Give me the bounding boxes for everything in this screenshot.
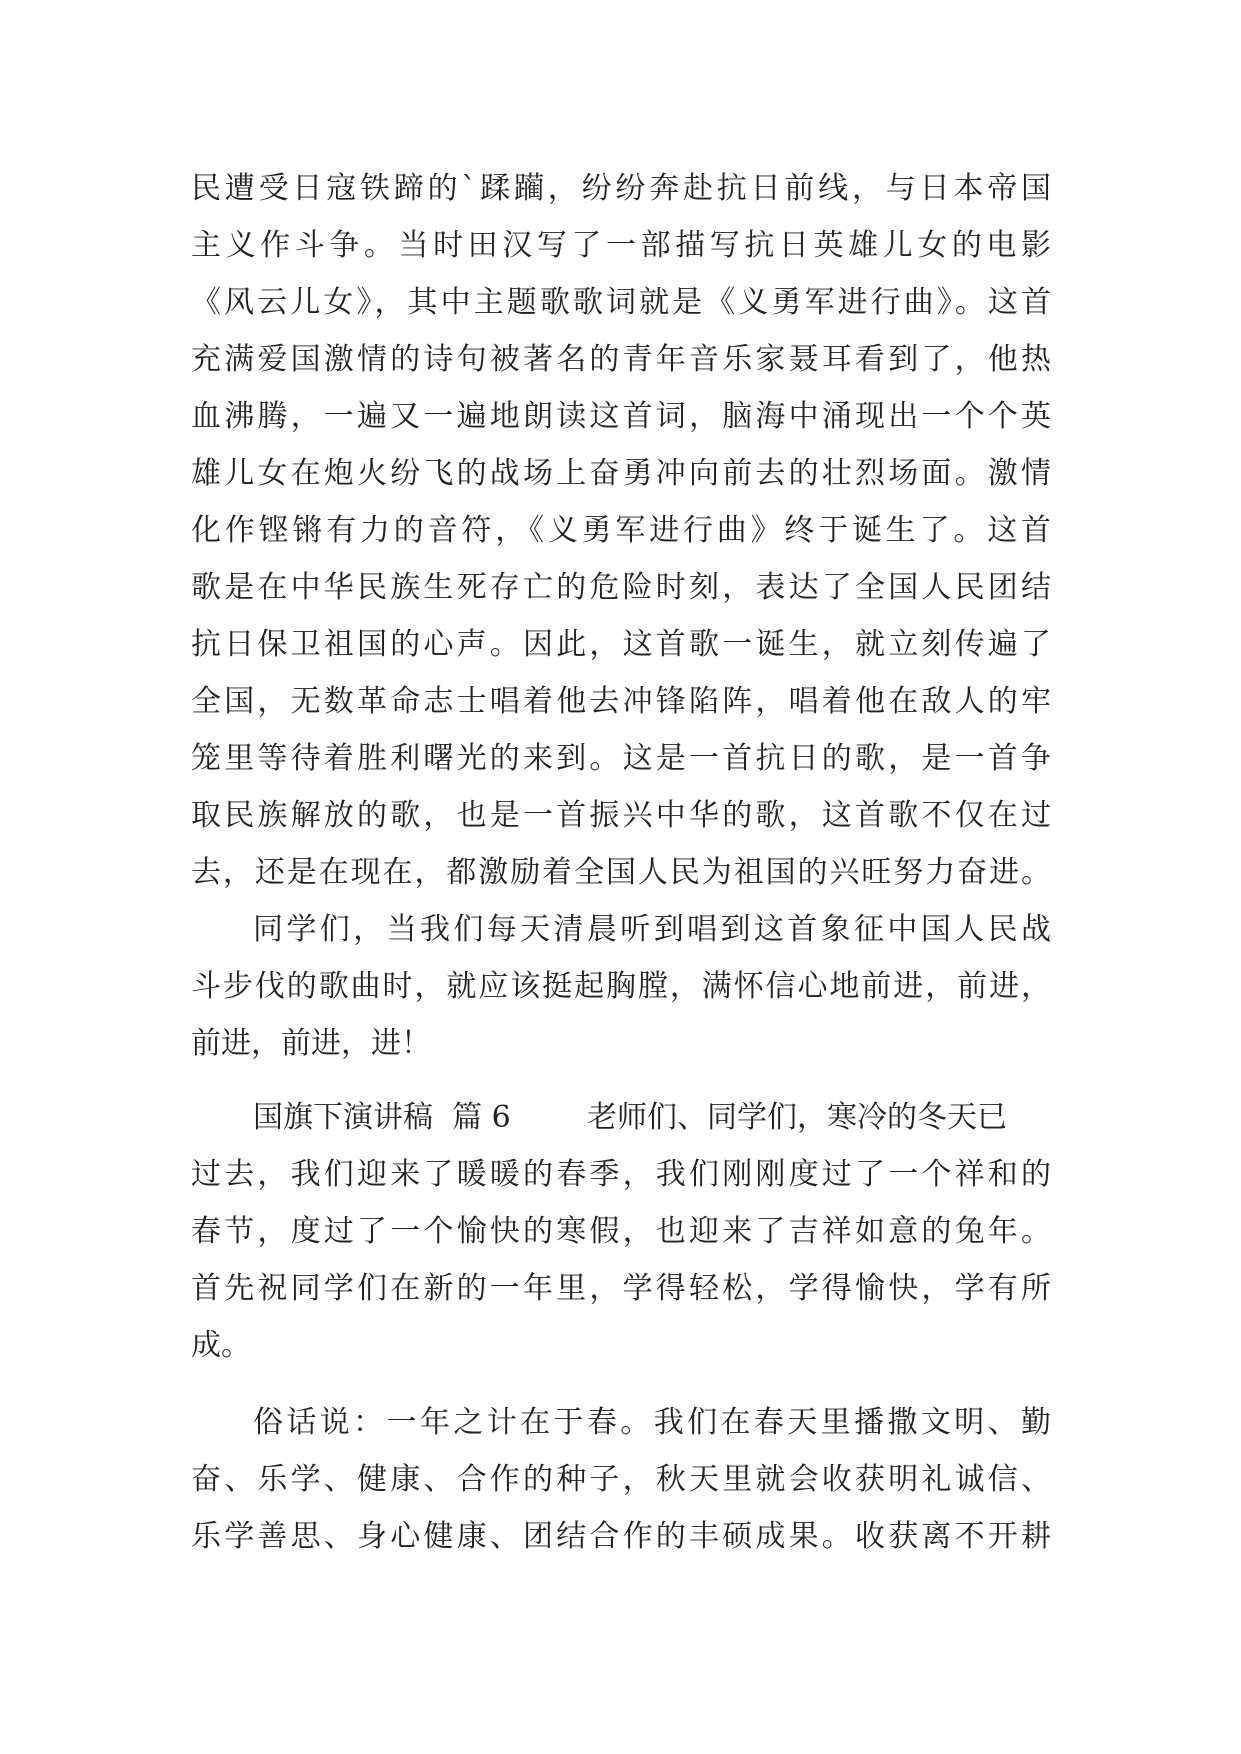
text-line: 取民族解放的歌，也是一首振兴中华的歌，这首歌不仅在过: [191, 798, 1051, 833]
text-line: 去，还是在现在，都激励着全国人民为祖国的兴旺努力奋进。: [191, 855, 1051, 890]
text-line: 抗日保卫祖国的心声。因此，这首歌一诞生，就立刻传遍了: [191, 627, 1051, 662]
text-line: 前进，前进，进！: [191, 1026, 431, 1061]
text-line: 《风云儿女》，其中主题歌歌词就是《义勇军进行曲》。这首: [191, 285, 1051, 320]
text-line: 同学们，当我们每天清晨听到唱到这首象征中国人民战: [253, 912, 1051, 947]
text-line: 雄儿女在炮火纷飞的战场上奋勇冲向前去的壮烈场面。激情: [191, 456, 1051, 491]
text-line: 俗话说：一年之计在于春。我们在春天里播撒文明、勤: [253, 1405, 1051, 1440]
paragraph-spacer: [191, 1374, 1051, 1394]
text-line: 血沸腾，一遍又一遍地朗读这首词，脑海中涌现出一个个英: [191, 399, 1051, 434]
text-line: 乐学善思、身心健康、团结合作的丰硕成果。收获离不开耕: [191, 1519, 1051, 1554]
text-line: 充满爱国激情的诗句被著名的青年音乐家聂耳看到了，他热: [191, 342, 1051, 377]
paragraph-speech-6-opening: [191, 1089, 1051, 1374]
text-line: 歌是在中华民族生死存亡的危险时刻，表达了全国人民团结: [191, 570, 1051, 605]
paragraph-national-anthem-history: [191, 160, 1051, 901]
text-line: 民遭受日寇铁蹄的`蹂躏，纷纷奔赴抗日前线，与日本帝国: [191, 171, 1051, 206]
paragraph-spring-proverb: [191, 1394, 1051, 1565]
text-line: 奋、乐学、健康、合作的种子，秋天里就会收获明礼诚信、: [191, 1462, 1051, 1497]
text-line: 首先祝同学们在新的一年里，学得轻松，学得愉快，学有所: [191, 1271, 1051, 1306]
paragraph-classmates-call: [191, 901, 1051, 1072]
text-line: 斗步伐的歌曲时，就应该挺起胸膛，满怀信心地前进，前进，: [191, 969, 1051, 1004]
text-line: 笼里等待着胜利曙光的来到。这是一首抗日的歌，是一首争: [191, 741, 1051, 776]
text-line: 主义作斗争。当时田汉写了一部描写抗日英雄儿女的电影: [191, 228, 1051, 263]
paragraph-spacer: [191, 1072, 1051, 1089]
text-line: 过去，我们迎来了暖暖的春季，我们刚刚度过了一个祥和的: [191, 1157, 1051, 1192]
text-line: 国旗下演讲稿 篇 6 老师们、同学们，寒冷的冬天已: [253, 1100, 1007, 1135]
text-line: 春节，度过了一个愉快的寒假，也迎来了吉祥如意的兔年。: [191, 1214, 1051, 1249]
document-body: [191, 160, 1051, 1565]
text-line: 化作铿锵有力的音符，《义勇军进行曲》终于诞生了。这首: [191, 513, 1051, 548]
text-line: 成。: [191, 1328, 251, 1363]
text-line: 全国，无数革命志士唱着他去冲锋陷阵，唱着他在敌人的牢: [191, 684, 1051, 719]
